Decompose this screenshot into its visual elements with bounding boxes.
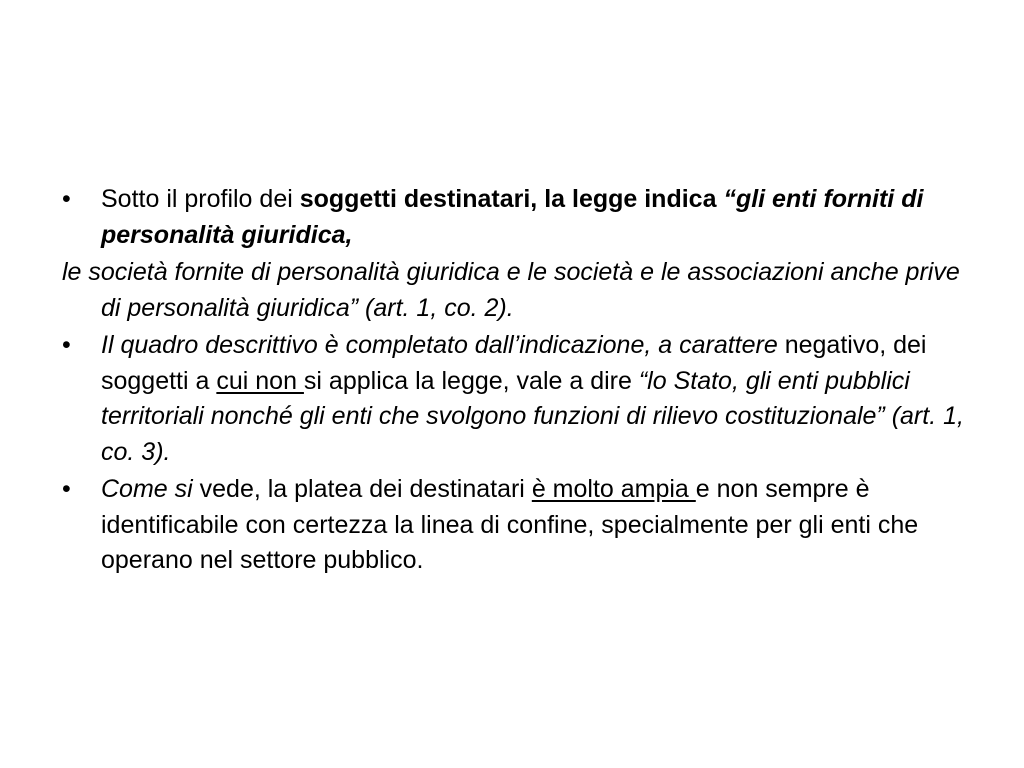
bullet-paragraph-3 bbox=[62, 472, 972, 579]
p3-text-italic: Il quadro descrittivo è completato dall’indicazione, a carattere bbox=[101, 331, 778, 359]
p2-text-italic: le società fornite di personalità giuridica e le società e le associazioni anche prive di personalità giuridica” (art. 1, co. 2). bbox=[62, 258, 960, 322]
p4-text-regular-2: e non sempre è identificabile con certezza la linea di confine, specialmente per gli enti che operano nel settore pubblico. bbox=[101, 475, 919, 574]
p4-text-regular: vede, la platea dei destinatari bbox=[192, 475, 532, 503]
p1-text-regular: Sotto il profilo dei bbox=[101, 185, 300, 213]
p3-text-quote-italic: “lo Stato, gli enti pubblici territoriali nonché gli enti che svolgono funzioni di rilievo costituzionale” (art. 1, co. 3). bbox=[101, 366, 964, 466]
p3-text-underlined: cui non bbox=[216, 366, 304, 395]
p3-text-regular-2: si applica la legge, vale a dire bbox=[303, 366, 639, 395]
continuation-paragraph bbox=[62, 255, 972, 326]
bullet-icon: • bbox=[62, 185, 71, 213]
bullet-paragraph-1 bbox=[62, 182, 972, 253]
bullet-icon: • bbox=[62, 475, 71, 503]
bullet-icon: • bbox=[62, 331, 71, 359]
p4-text-italic: Come si bbox=[101, 475, 193, 503]
slide-body bbox=[62, 182, 972, 579]
p1-text-bold-italic: “gli enti forniti di personalità giuridica, bbox=[101, 185, 924, 249]
p4-text-underlined: è molto ampia bbox=[531, 475, 696, 503]
p3-text-regular: negativo, dei soggetti a bbox=[101, 331, 927, 395]
bullet-paragraph-2 bbox=[62, 328, 972, 470]
p1-text-bold: soggetti destinatari, la legge indica bbox=[299, 185, 724, 213]
